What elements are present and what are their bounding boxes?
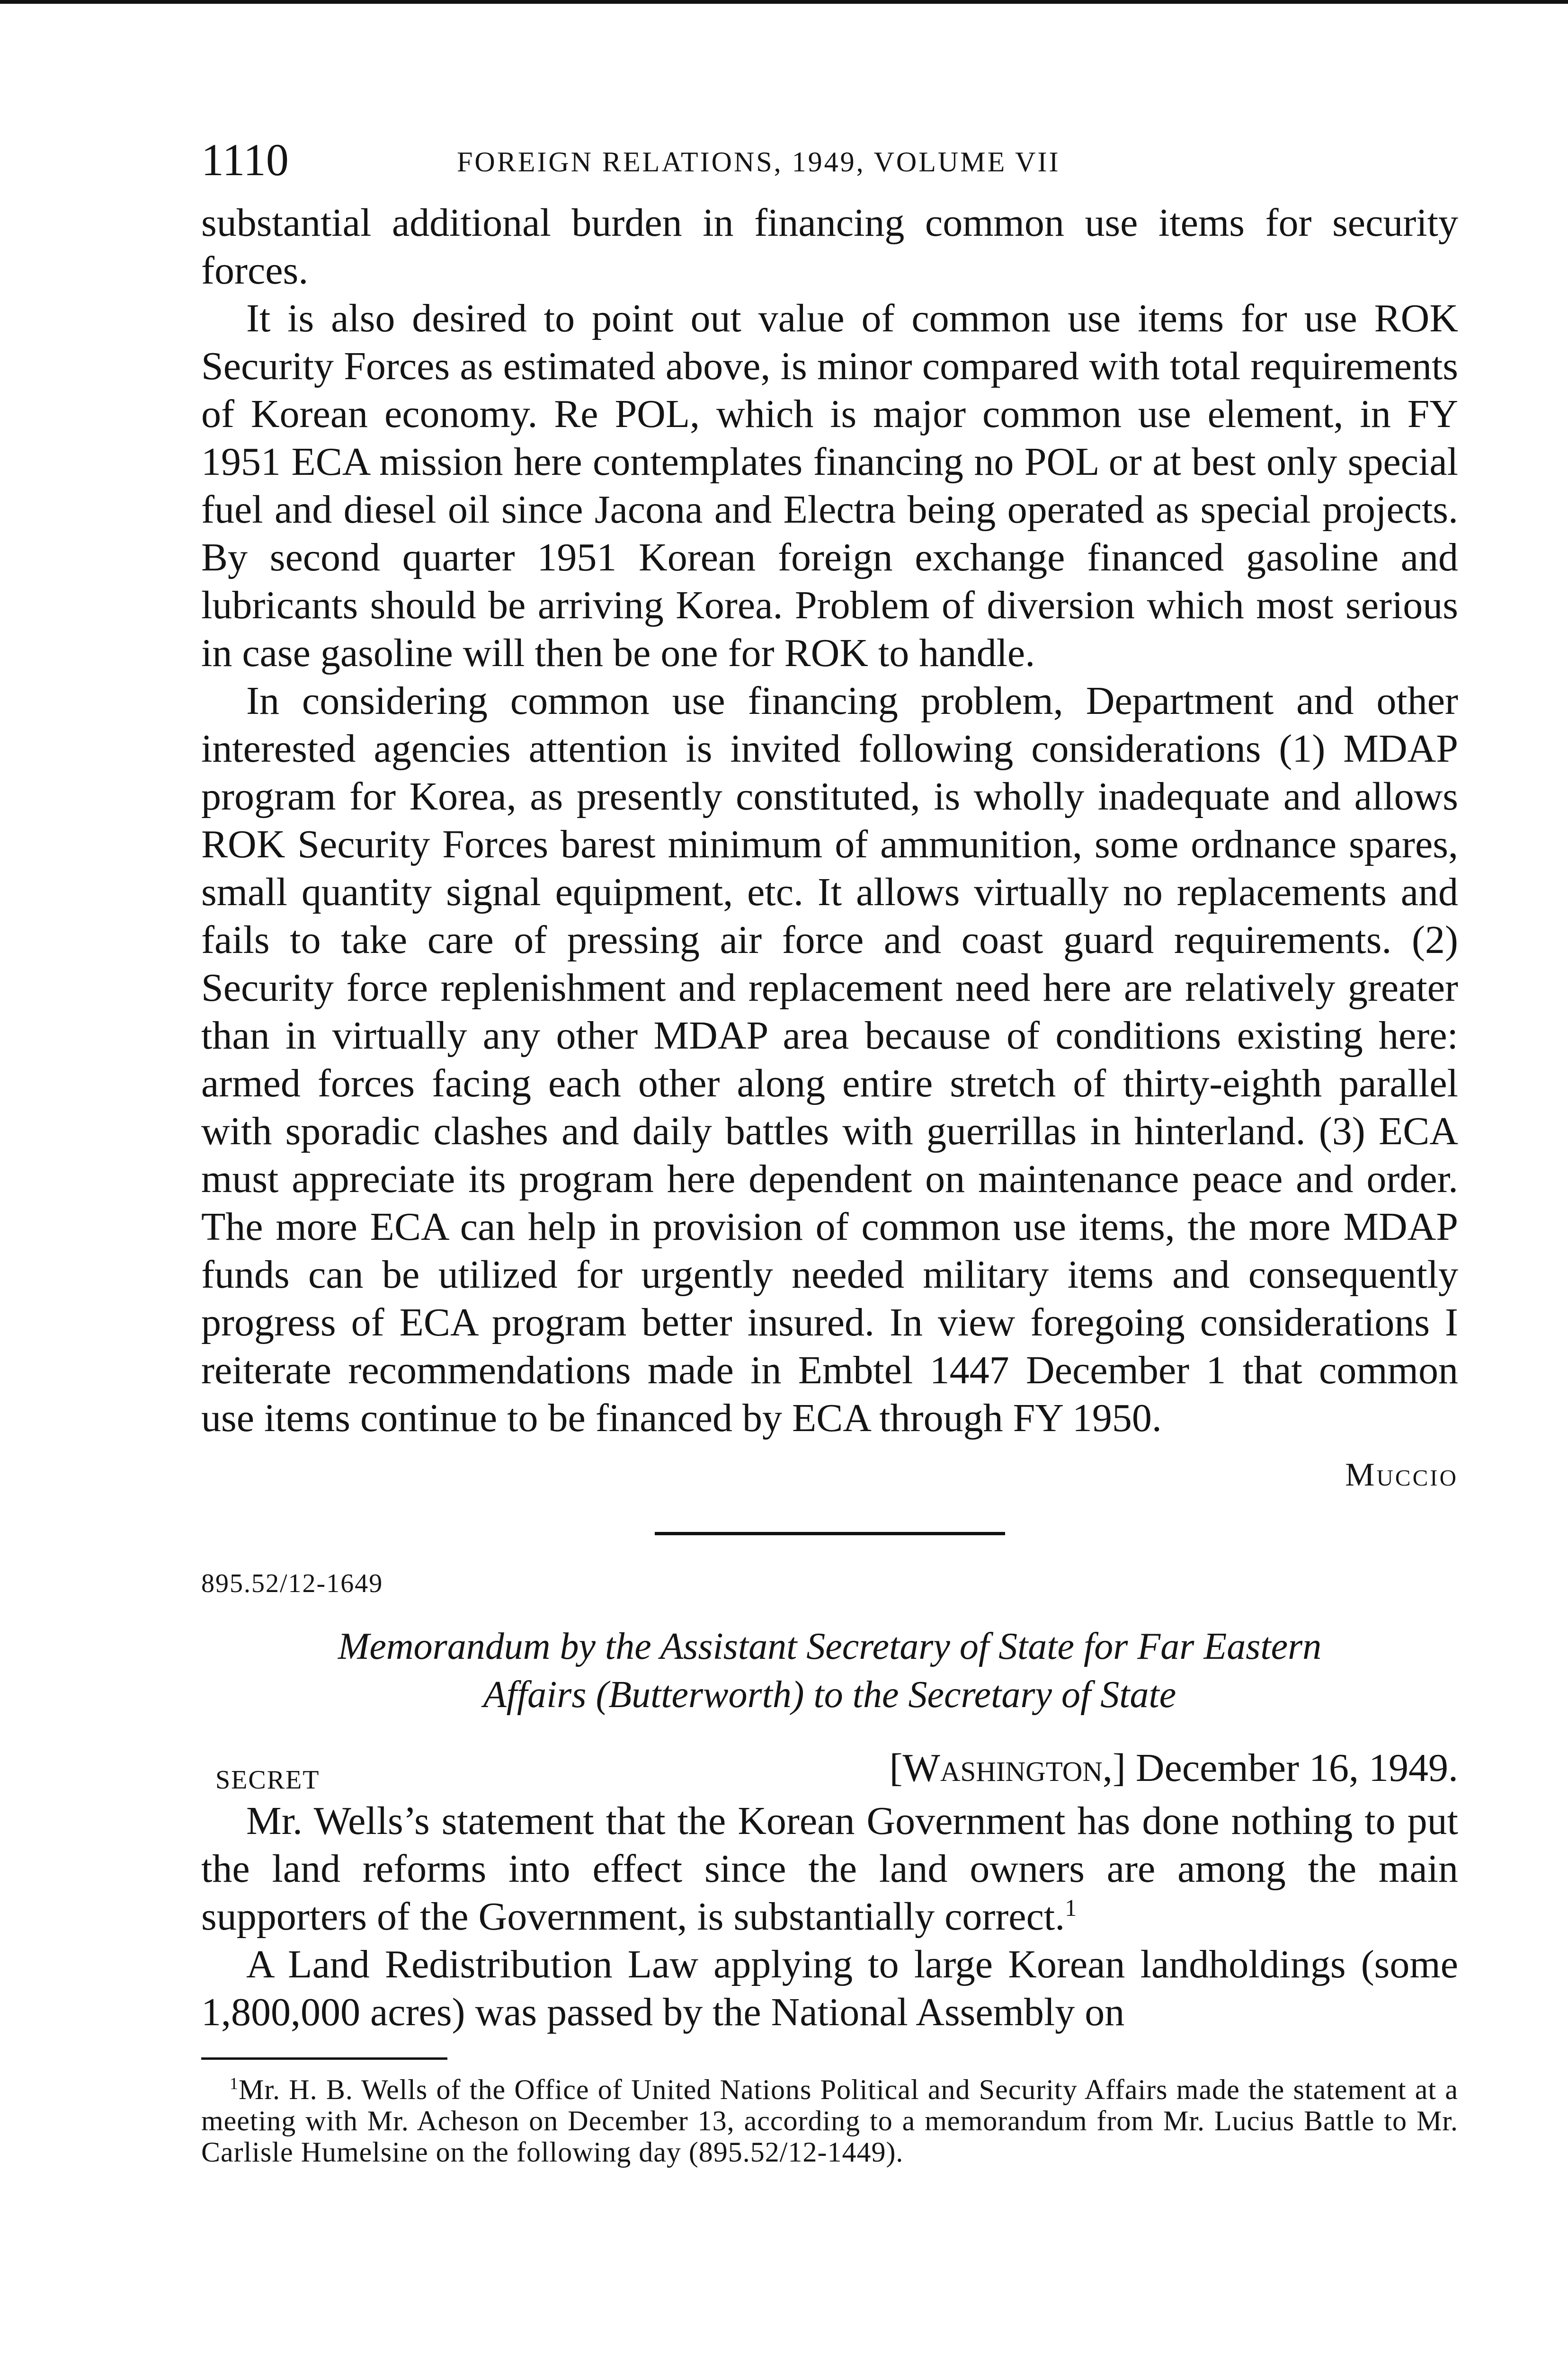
page-number: 1110 [201, 134, 289, 185]
top-border-rule [0, 0, 1568, 4]
document-page [201, 128, 1458, 2168]
section-separator [655, 1532, 1005, 1535]
memo-paragraph-2: A Land Redistribution Law applying to large Korean landholdings (some 1,800,000 acres) was passed by the National Assembly on [201, 1942, 1458, 2034]
footnote-text: Mr. H. B. Wells of the Office of United Nations Political and Security Affairs made the statement at a meeting with Mr. Acheson on December 13, according to a memorandum from Mr. Lucius Battle to Mr. Carlisle Humelsine on the following day (895.52/12-1449). [201, 2074, 1458, 2168]
footnote-reference: 1 [1065, 1895, 1077, 1921]
signature: Muccio [1345, 1457, 1458, 1493]
running-title: FOREIGN RELATIONS, 1949, VOLUME VII [457, 146, 1060, 178]
document-title-line-2: Affairs (Butterworth) to the Secretary of State [483, 1674, 1176, 1716]
body-paragraph-3: In considering common use financing problem, Department and other interested agencies attention is invited following considerations (1) MDAP program for Korea, as presently constituted, is wholly inadequate and allows ROK Security Forces barest minimum of ammunition, some ordnance spares, small quantity signal equipment, etc. It allows virtually no replacements and fails to take care of pressing air force and coast guard requirements. (2) Security force replenishment and replacement need here are relatively greater than in virtually any other MDAP area because of conditions existing here: armed forces facing each other along entire stretch of thirty-eighth parallel with sporadic clashes and daily battles with guerrillas in hinterland. (3) ECA must appreciate its program here dependent on maintenance peace and order. The more ECA can help in provision of common use items, the more MDAP funds can be utilized for urgently needed military items and consequently progress of ECA program better insured. In view foregoing considerations I reiterate recommendations made in Embtel 1447 December 1 that common use items continue to be financed by ECA through FY 1950. [201, 679, 1458, 1440]
body-paragraph-1: substantial additional burden in financing common use items for security forces. [201, 201, 1458, 293]
footnote-marker: 1 [230, 2074, 239, 2093]
file-number: 895.52/12-1649 [201, 1569, 383, 1598]
document-title [201, 1622, 1458, 1719]
classification-label: SECRET [215, 1765, 320, 1795]
running-head [201, 128, 1458, 199]
footnote [201, 2074, 1458, 2168]
date: December 16, 1949. [1135, 1746, 1458, 1790]
document-title-line-1: Memorandum by the Assistant Secretary of State for Far Eastern [338, 1626, 1322, 1667]
memo-paragraph-1 [201, 1797, 1458, 1940]
body-paragraph-2: It is also desired to point out value of common use items for use ROK Security Forces as estimated above, is minor compared with total requirements of Korean economy. Re POL, which is major common use element, in FY 1951 ECA mission here contemplates financing no POL or at best only special fuel and diesel oil since Jacona and Electra being operated as special projects. By second quarter 1951 Korean foreign exchange financed gasoline and lubricants should be arriving Korea. Problem of diversion which most serious in case gasoline will then be one for ROK to handle. [201, 296, 1458, 675]
place: [Washington,] [889, 1746, 1126, 1790]
place-and-date [890, 1745, 1458, 1791]
memo-paragraph-1-text: Mr. Wells’s statement that the Korean Government has done nothing to put the land reforms into effect since the land owners are among the main supporters of the Government, is substantially correct. [201, 1799, 1458, 1939]
footnote-rule [201, 2057, 447, 2060]
dateline [201, 1745, 1458, 1797]
